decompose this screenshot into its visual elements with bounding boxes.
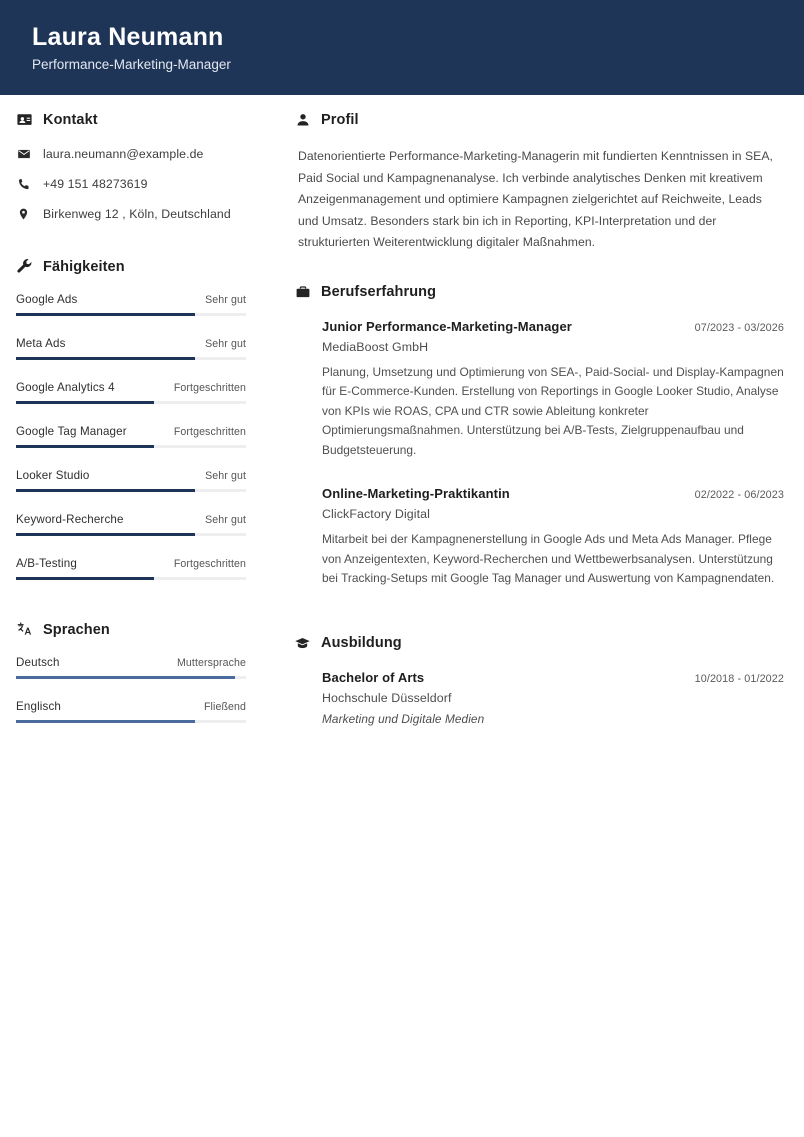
skill-bar-fill	[16, 445, 154, 448]
skill-item	[16, 513, 246, 536]
skill-label: Meta Ads	[16, 337, 66, 350]
section-header-berufserfahrung	[294, 284, 784, 301]
experience-description: Mitarbeit bei der Kampagnenerstellung in Google Ads und Meta Ads Manager. Pflege von Anzeigentexten, Keyword-Recherchen und Wettbewerbsanalysen. Unterstützung bei Tracking-Setups mit Google Tag Manager und Auswertung von Kampagnendaten.	[322, 532, 775, 585]
section-sprachen	[16, 621, 246, 723]
skill-bar-track	[16, 489, 246, 492]
experience-entry	[322, 319, 784, 461]
contact-phone[interactable]: +49 151 48273619	[43, 177, 148, 191]
candidate-name: Laura Neumann	[32, 23, 224, 51]
section-faehigkeiten	[16, 258, 246, 580]
contact-row-phone	[16, 176, 246, 192]
skill-level: Fortgeschritten	[173, 382, 246, 394]
experience-dates: 02/2022 - 06/2023	[694, 489, 784, 501]
spacer	[294, 260, 784, 284]
skill-level: Sehr gut	[205, 514, 246, 526]
section-ausbildung	[294, 635, 784, 726]
wrench-icon	[16, 258, 33, 275]
section-header-kontakt	[16, 111, 246, 128]
education-entry-header	[322, 670, 784, 685]
skill-bar-fill	[16, 313, 195, 316]
section-title-sprachen: Sprachen	[43, 621, 110, 638]
spacer	[16, 601, 246, 621]
language-list	[16, 656, 246, 723]
contact-email[interactable]: laura.neumann@example.de	[43, 147, 204, 161]
skill-bar-fill	[16, 401, 154, 404]
section-header-faehigkeiten	[16, 258, 246, 275]
section-title-ausbildung: Ausbildung	[321, 635, 402, 651]
candidate-role: Performance-Marketing-Manager	[32, 57, 231, 72]
education-institution: Hochschule Düsseldorf	[322, 690, 452, 705]
skill-bar-fill	[16, 357, 195, 360]
skill-level: Fortgeschritten	[173, 558, 246, 570]
education-field-of-study: Marketing und Digitale Medien	[322, 711, 485, 726]
skill-bar-track	[16, 357, 246, 360]
experience-dates: 07/2023 - 03/2026	[694, 321, 784, 334]
education-degree: Bachelor of Arts	[322, 669, 425, 685]
section-profil	[294, 111, 784, 254]
skill-list	[16, 293, 246, 580]
language-bar-fill	[16, 720, 195, 723]
experience-company: MediaBoost GmbH	[322, 339, 429, 354]
skill-bar-fill	[16, 577, 154, 580]
graduation-cap-icon	[294, 635, 311, 652]
profile-body	[294, 146, 784, 254]
language-level: Muttersprache	[176, 657, 246, 669]
language-level: Fließend	[203, 701, 246, 713]
skill-label: Keyword-Recherche	[16, 513, 124, 526]
skill-label: Looker Studio	[16, 469, 90, 482]
education-dates: 10/2018 - 01/2022	[694, 672, 784, 685]
content-columns	[0, 95, 804, 744]
experience-entry-header	[322, 319, 784, 334]
skill-bar-track	[16, 445, 246, 448]
contact-row-email	[16, 146, 246, 162]
skill-item	[16, 557, 246, 580]
education-entry	[322, 670, 784, 726]
translate-icon	[16, 621, 33, 638]
skill-bar-fill	[16, 533, 195, 536]
skill-label: Google Ads	[16, 293, 78, 306]
contact-row-address	[16, 206, 246, 222]
experience-description: Planung, Umsetzung und Optimierung von SEA-, Paid-Social- und Display-Kampagnen für E-Commerce-Kunden. Erstellung von Reportings in Google Looker Studio, Analyse von KPIs wie ROAS, CPA und CTR sowie Ableitung konkreter Optimierungsmaßnahmen. Unterstützung bei A/B-Tests, Zielgruppenaufbau und Budgetsteuerung.	[322, 364, 784, 457]
language-label: Deutsch	[16, 656, 60, 669]
language-bar-track	[16, 720, 246, 723]
main-content	[262, 111, 804, 732]
section-kontakt	[16, 111, 246, 222]
language-bar-track	[16, 676, 246, 679]
language-bar-fill	[16, 676, 235, 679]
experience-entry	[322, 486, 784, 589]
education-list	[294, 670, 784, 726]
skill-bar-track	[16, 313, 246, 316]
skill-bar-track	[16, 401, 246, 404]
skill-label: Google Analytics 4	[16, 381, 115, 394]
section-berufserfahrung	[294, 284, 784, 589]
briefcase-icon	[294, 284, 311, 301]
section-title-kontakt: Kontakt	[43, 111, 98, 128]
profile-text: Datenorientierte Performance-Marketing-Managerin mit fundierten Kenntnissen in SEA, Paid Social und Kampagnenanalyse. Ich verbinde analytisches Denken mit kreativem Anzeigenmanagement und optimiere Kampagnen zielgerichtet auf Reichweite, Leads und Umsatz. Besonders stark bin ich in Reporting, KPI-Interpretation und der strukturierten Weiterentwicklung digitaler Maßnahmen.	[298, 149, 773, 249]
language-label: Englisch	[16, 700, 62, 713]
skill-item	[16, 337, 246, 360]
skill-level: Sehr gut	[205, 338, 246, 350]
skill-item	[16, 293, 246, 316]
skill-bar-fill	[16, 489, 195, 492]
experience-job-title: Junior Performance-Marketing-Manager	[322, 318, 572, 334]
language-item	[16, 656, 246, 679]
skill-item	[16, 425, 246, 448]
skill-item	[16, 469, 246, 492]
skill-level: Sehr gut	[205, 294, 246, 306]
person-icon	[294, 111, 311, 128]
language-item	[16, 700, 246, 723]
skill-bar-track	[16, 533, 246, 536]
contact-address: Birkenweg 12 , Köln, Deutschland	[43, 207, 231, 221]
experience-company: ClickFactory Digital	[322, 507, 431, 521]
section-header-profil	[294, 111, 784, 128]
section-title-berufserfahrung: Berufserfahrung	[321, 284, 437, 300]
spacer	[294, 595, 784, 635]
section-header-ausbildung	[294, 635, 784, 652]
section-header-sprachen	[16, 621, 246, 638]
header-banner	[0, 0, 804, 95]
contact-list	[16, 146, 246, 222]
phone-icon	[16, 177, 31, 192]
skill-label: Google Tag Manager	[16, 425, 127, 438]
experience-list	[294, 319, 784, 589]
sidebar	[0, 111, 262, 744]
skill-item	[16, 381, 246, 404]
experience-job-title: Online-Marketing-Praktikantin	[322, 486, 510, 501]
experience-entry-header	[322, 486, 784, 501]
mail-icon	[16, 147, 31, 162]
skill-level: Sehr gut	[205, 470, 246, 482]
section-title-faehigkeiten: Fähigkeiten	[43, 258, 125, 275]
spacer	[16, 236, 246, 258]
location-pin-icon	[16, 207, 31, 222]
skill-level: Fortgeschritten	[173, 426, 246, 438]
contact-card-icon	[16, 111, 33, 128]
skill-label: A/B-Testing	[16, 557, 77, 570]
section-title-profil: Profil	[321, 111, 359, 128]
skill-bar-track	[16, 577, 246, 580]
